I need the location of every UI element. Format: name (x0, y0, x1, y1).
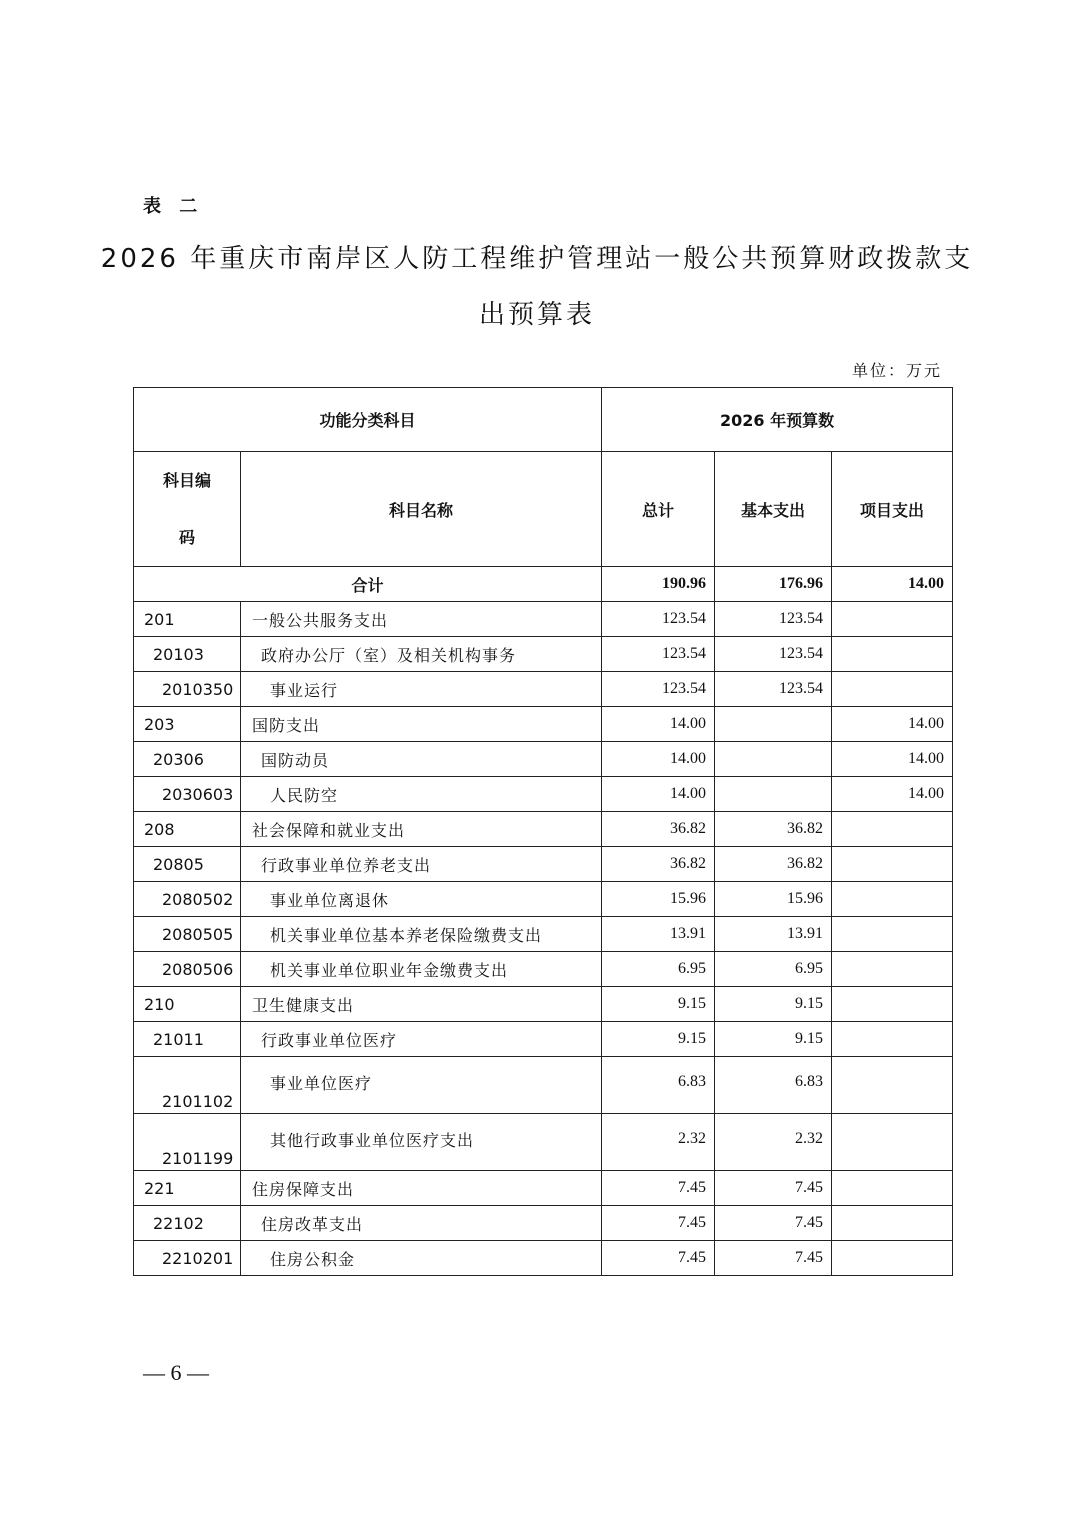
header-name: 科目名称 (241, 452, 602, 567)
row-total: 14.00 (602, 742, 715, 777)
row-basic: 9.15 (715, 1022, 832, 1057)
row-name: 住房公积金 (241, 1241, 602, 1276)
row-project (832, 672, 953, 707)
table-row (134, 812, 953, 847)
row-code: 203 (134, 707, 241, 742)
row-total: 15.96 (602, 882, 715, 917)
row-basic: 7.45 (715, 1241, 832, 1276)
row-basic: 36.82 (715, 812, 832, 847)
row-project (832, 637, 953, 672)
row-project: 14.00 (832, 777, 953, 812)
table-row (134, 952, 953, 987)
row-name: 事业单位离退休 (241, 882, 602, 917)
row-basic: 7.45 (715, 1206, 832, 1241)
row-project (832, 952, 953, 987)
table-label: 表 二 (143, 196, 204, 217)
row-basic: 123.54 (715, 672, 832, 707)
header-project: 项目支出 (832, 452, 953, 567)
page-title-line-1: 2026 年重庆市南岸区人防工程维护管理站一般公共预算财政拨款支 (100, 244, 974, 274)
row-name: 其他行政事业单位医疗支出 (241, 1114, 602, 1171)
table-row (134, 1171, 953, 1206)
row-code: 221 (134, 1171, 241, 1206)
row-total: 6.95 (602, 952, 715, 987)
row-total: 7.45 (602, 1241, 715, 1276)
row-total: 123.54 (602, 672, 715, 707)
table-row (134, 1022, 953, 1057)
row-total: 2.32 (602, 1114, 715, 1171)
row-project (832, 1206, 953, 1241)
row-project (832, 917, 953, 952)
row-name: 人民防空 (241, 777, 602, 812)
table-row (134, 882, 953, 917)
row-name: 一般公共服务支出 (241, 602, 602, 637)
row-code: 2080506 (134, 952, 241, 987)
row-name: 行政事业单位养老支出 (241, 847, 602, 882)
row-basic (715, 707, 832, 742)
row-name: 事业单位医疗 (241, 1057, 602, 1114)
row-name: 政府办公厅（室）及相关机构事务 (241, 637, 602, 672)
row-project (832, 602, 953, 637)
row-total: 7.45 (602, 1206, 715, 1241)
row-basic: 123.54 (715, 602, 832, 637)
unit-label: 单位：万元 (852, 361, 943, 380)
row-project (832, 1022, 953, 1057)
row-code: 210 (134, 987, 241, 1022)
table-row (134, 1114, 953, 1171)
row-basic: 9.15 (715, 987, 832, 1022)
row-total: 14.00 (602, 707, 715, 742)
row-project (832, 1171, 953, 1206)
header-code-line-2: 码 (178, 528, 195, 547)
table-row (134, 707, 953, 742)
row-name: 国防支出 (241, 707, 602, 742)
total-project: 14.00 (832, 567, 953, 602)
row-project: 14.00 (832, 707, 953, 742)
table-row (134, 602, 953, 637)
page-number: — 6 — (143, 1360, 209, 1385)
table-row (134, 1241, 953, 1276)
row-name: 卫生健康支出 (241, 987, 602, 1022)
row-total: 6.83 (602, 1057, 715, 1114)
row-project (832, 1057, 953, 1114)
row-basic: 36.82 (715, 847, 832, 882)
row-code: 2080502 (134, 882, 241, 917)
row-total: 7.45 (602, 1171, 715, 1206)
row-total: 36.82 (602, 812, 715, 847)
total-label: 合计 (134, 567, 602, 602)
page-title-line-2: 出预算表 (478, 300, 595, 330)
total-total: 190.96 (602, 567, 715, 602)
row-total: 123.54 (602, 602, 715, 637)
row-total: 123.54 (602, 637, 715, 672)
row-code: 2030603 (134, 777, 241, 812)
row-project (832, 882, 953, 917)
row-basic: 123.54 (715, 637, 832, 672)
header-total: 总计 (602, 452, 715, 567)
row-total: 36.82 (602, 847, 715, 882)
row-project (832, 1114, 953, 1171)
table-row (134, 987, 953, 1022)
row-name: 国防动员 (241, 742, 602, 777)
header-basic: 基本支出 (715, 452, 832, 567)
header-code (134, 452, 241, 567)
row-project (832, 847, 953, 882)
row-code: 2210201 (134, 1241, 241, 1276)
row-code: 201 (134, 602, 241, 637)
row-code: 2080505 (134, 917, 241, 952)
row-code: 20103 (134, 637, 241, 672)
row-basic: 15.96 (715, 882, 832, 917)
row-basic: 2.32 (715, 1114, 832, 1171)
row-basic (715, 777, 832, 812)
header-budget-year: 2026 年预算数 (602, 388, 953, 452)
table-row (134, 672, 953, 707)
row-code: 2010350 (134, 672, 241, 707)
table-row (134, 1206, 953, 1241)
table-row (134, 1057, 953, 1114)
row-code: 20306 (134, 742, 241, 777)
table-row (134, 847, 953, 882)
row-code: 2101102 (134, 1057, 241, 1114)
row-basic: 6.95 (715, 952, 832, 987)
row-name: 行政事业单位医疗 (241, 1022, 602, 1057)
row-name: 事业运行 (241, 672, 602, 707)
row-total: 9.15 (602, 987, 715, 1022)
row-name: 机关事业单位职业年金缴费支出 (241, 952, 602, 987)
total-basic: 176.96 (715, 567, 832, 602)
row-name: 住房保障支出 (241, 1171, 602, 1206)
row-project: 14.00 (832, 742, 953, 777)
row-basic: 13.91 (715, 917, 832, 952)
header-row-1 (134, 388, 953, 452)
row-code: 208 (134, 812, 241, 847)
row-name: 住房改革支出 (241, 1206, 602, 1241)
table-row (134, 637, 953, 672)
table-row (134, 742, 953, 777)
row-name: 社会保障和就业支出 (241, 812, 602, 847)
table-row (134, 777, 953, 812)
header-functional-category: 功能分类科目 (134, 388, 602, 452)
row-code: 2101199 (134, 1114, 241, 1171)
total-row (134, 567, 953, 602)
row-basic (715, 742, 832, 777)
header-code-line-1: 科目编 (162, 471, 211, 490)
table-row (134, 917, 953, 952)
budget-table (133, 387, 953, 1276)
row-basic: 6.83 (715, 1057, 832, 1114)
row-code: 22102 (134, 1206, 241, 1241)
header-row-2 (134, 452, 953, 567)
row-name: 机关事业单位基本养老保险缴费支出 (241, 917, 602, 952)
row-code: 20805 (134, 847, 241, 882)
row-total: 13.91 (602, 917, 715, 952)
row-project (832, 812, 953, 847)
row-total: 9.15 (602, 1022, 715, 1057)
row-code: 21011 (134, 1022, 241, 1057)
row-project (832, 1241, 953, 1276)
row-total: 14.00 (602, 777, 715, 812)
row-basic: 7.45 (715, 1171, 832, 1206)
row-project (832, 987, 953, 1022)
